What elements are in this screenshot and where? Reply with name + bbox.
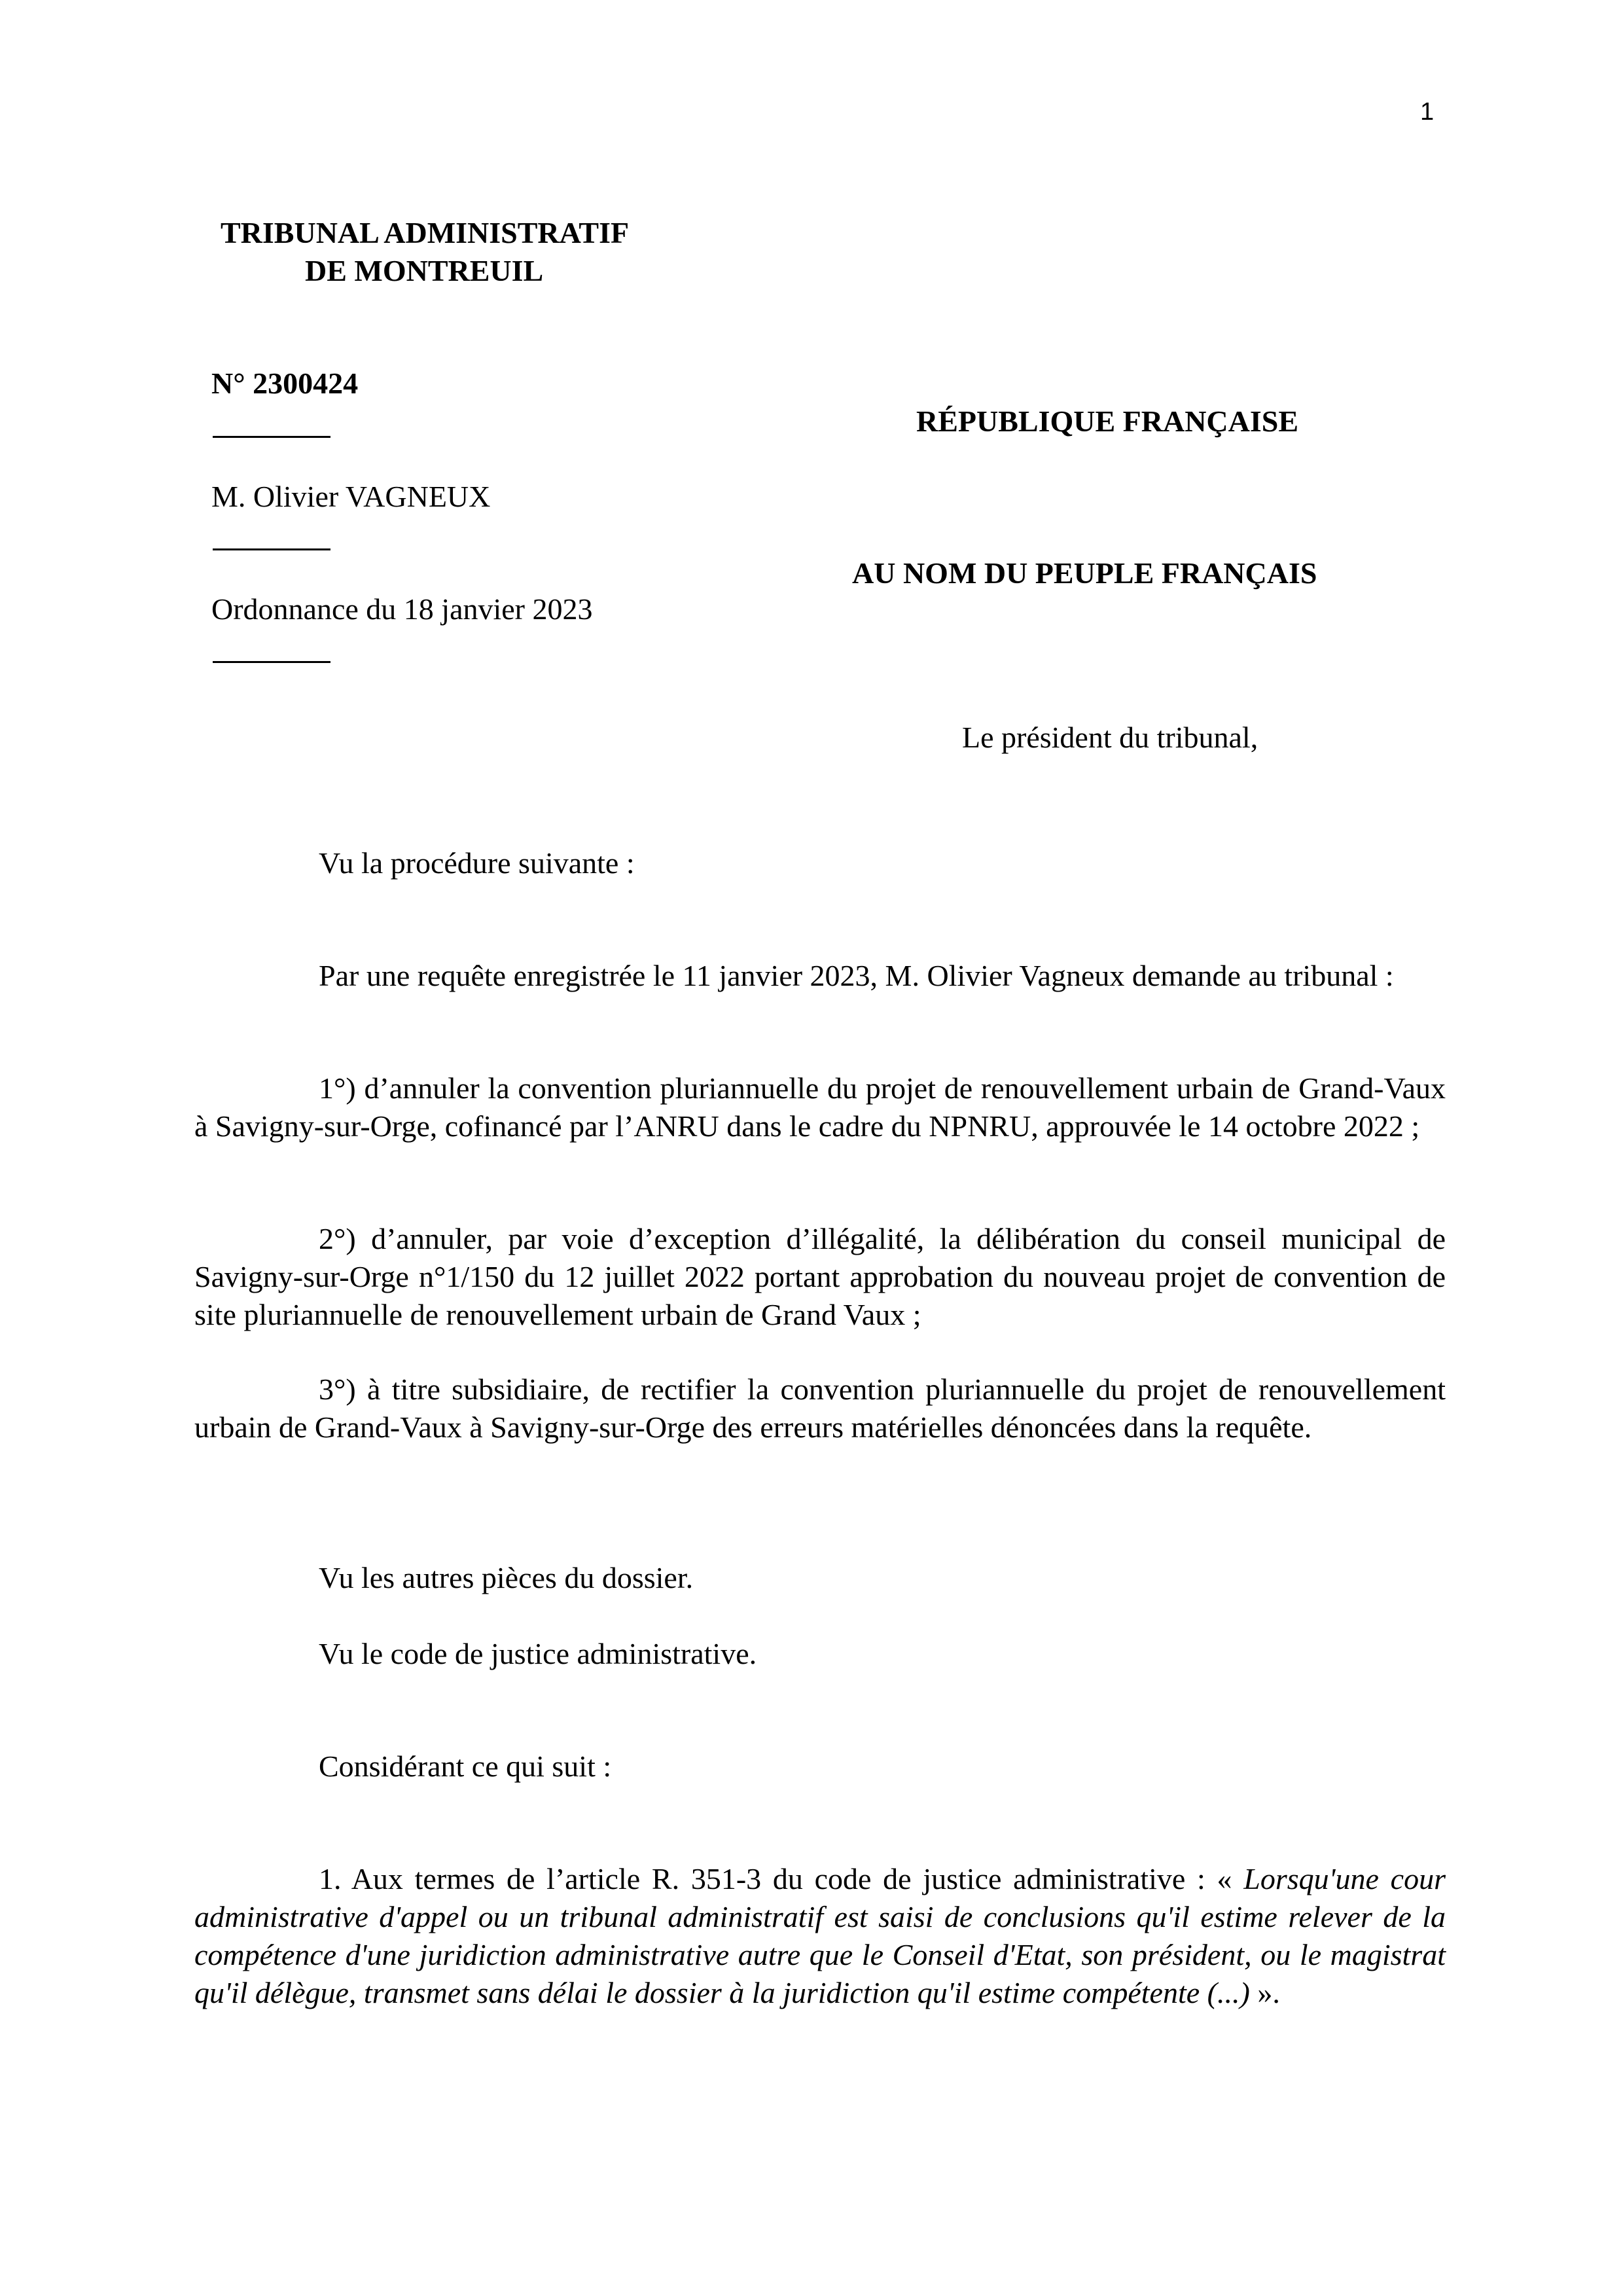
considering-heading: Considérant ce qui suit : [319,1749,612,1783]
page-number: 1 [1420,98,1435,126]
procedure-intro: Vu la procédure suivante : [319,846,635,880]
order-date: Ordonnance du 18 janvier 2023 [211,592,593,626]
president-line: Le président du tribunal, [962,721,1258,754]
point-1-quote: Lorsqu'une cour administrative d'appel ou un tribunal administratif est saisi de conclusions qu'il estime relever de la compétence d'une juridiction administrative autre que le Conseil d'Etat, son président, ou le magistrat qu'il délègue, transmet sans délai le dossier à la juridiction qu'il estime compétente (...) [194,1862,1446,2009]
code-reference: Vu le code de justice administrative. [319,1637,757,1670]
request-paragraph: Par une requête enregistrée le 11 janvier 2023, M. Olivier Vagneux demande au tribunal : [319,959,1394,992]
court-name-line1: TRIBUNAL ADMINISTRATIF [221,216,630,249]
separator-rule [213,436,330,438]
claim-1: 1°) d’annuler la convention pluriannuelle du projet de renouvellement urbain de Grand-Vaux à Savigny-sur-Orge, cofinancé par l’ANRU dans le cadre du NPNRU, approuvée le 14 octobre 2022 ; [194,1071,1446,1143]
claim-2: 2°) d’annuler, par voie d’exception d’illégalité, la délibération du conseil municipal de Savigny-sur-Orge n°1/150 du 12 juillet 2022 portant approbation du nouveau projet de convention de site pluriannuelle de renouvellement urbain de Grand Vaux ; [194,1222,1446,1331]
court-name-line2: DE MONTREUIL [305,254,544,287]
people-heading: AU NOM DU PEUPLE FRANÇAIS [852,556,1317,590]
claim-3: 3°) à titre subsidiaire, de rectifier la convention pluriannuelle du projet de renouvellement urbain de Grand-Vaux à Savigny-sur-Orge des erreurs matérielles dénoncées dans la requête. [194,1372,1446,1444]
other-documents: Vu les autres pièces du dossier. [319,1561,694,1594]
separator-rule [213,548,330,550]
point-1-end: ». [1249,1976,1280,2009]
republic-heading: RÉPUBLIQUE FRANÇAISE [916,404,1299,438]
point-1 [194,1860,1446,2012]
point-1-lead: 1. Aux termes de l’article R. 351-3 du code de justice administrative : « [319,1862,1244,1895]
case-number: N° 2300424 [211,367,359,400]
party-name: M. Olivier VAGNEUX [211,480,491,513]
separator-rule [213,661,330,663]
